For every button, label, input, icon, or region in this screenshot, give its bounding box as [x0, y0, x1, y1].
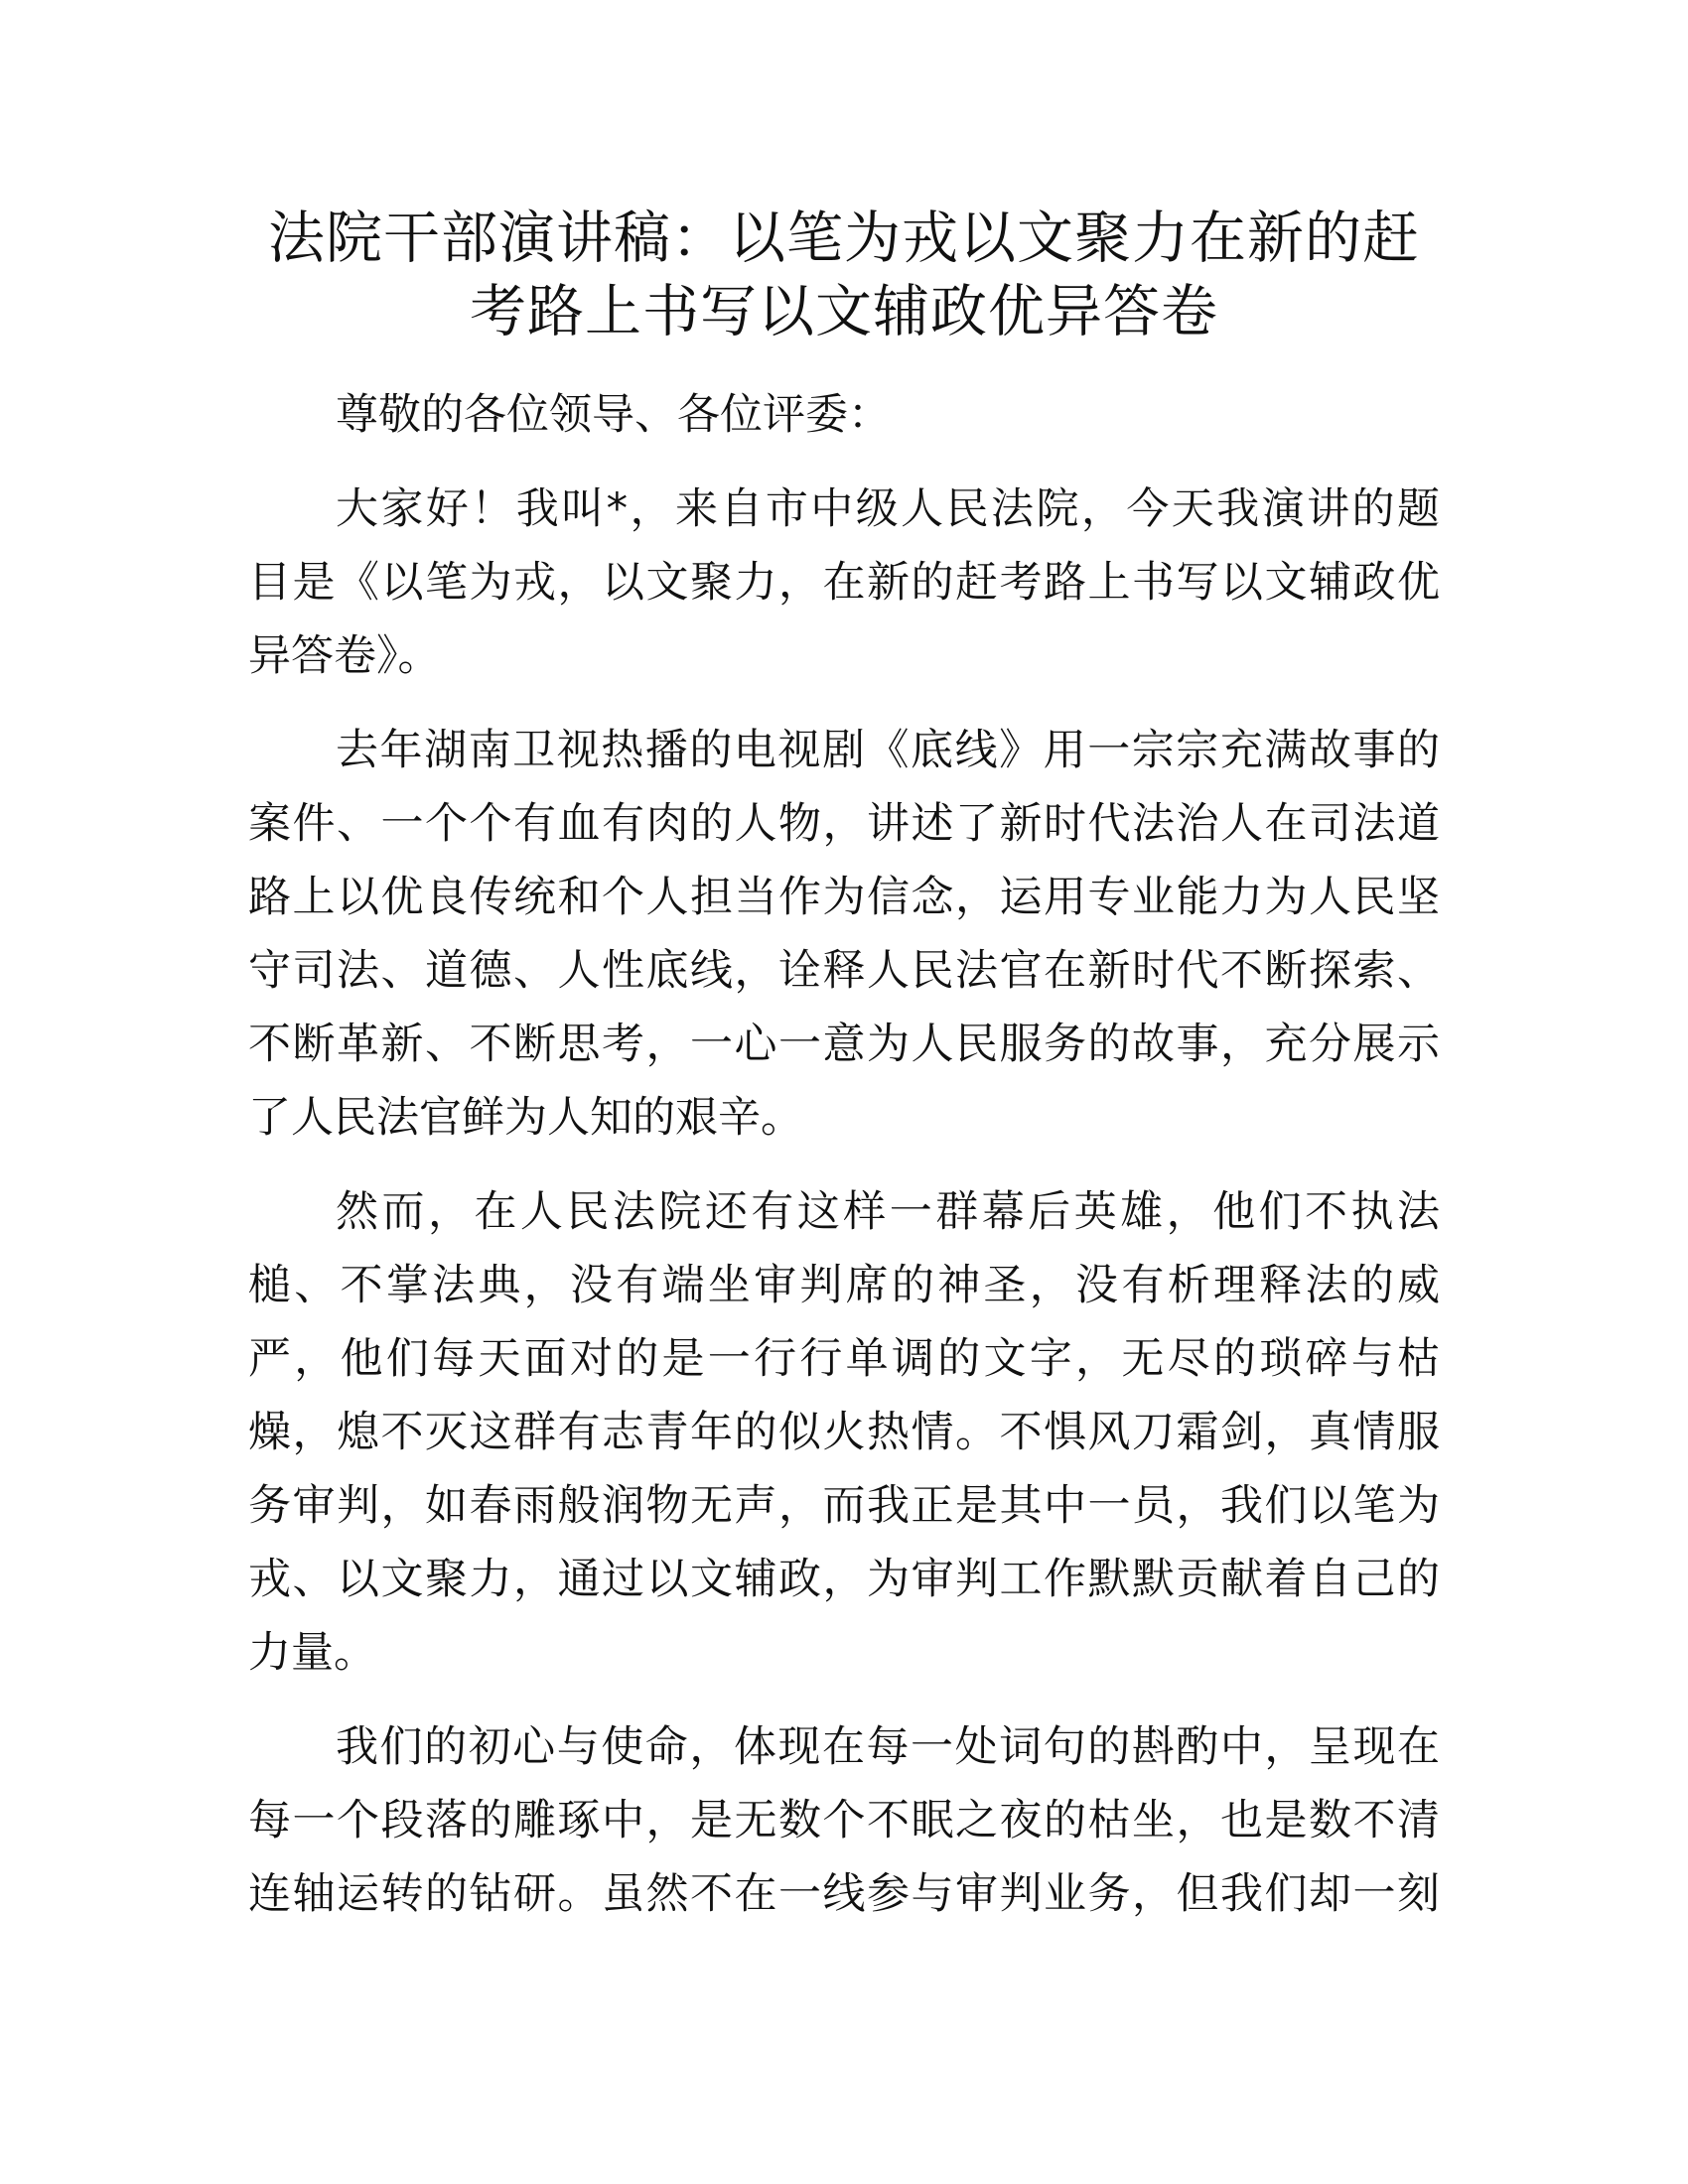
paragraph-line: 务审判，如春雨般润物无声，而我正是其中一员，我们以笔为 [248, 1481, 1440, 1531]
behind-the-scenes-paragraph [248, 1175, 1440, 1690]
salutation-paragraph [248, 378, 1440, 452]
introduction-paragraph [248, 473, 1440, 693]
document-title [248, 202, 1440, 348]
paragraph-line: 路上以优良传统和个人担当作为信念，运用专业能力为人民坚 [248, 873, 1440, 922]
paragraph-line: 戎、以文聚力，通过以文辅政，为审判工作默默贡献着自己的 [248, 1555, 1440, 1604]
paragraph-line: 案件、一个个有血有肉的人物，讲述了新时代法治人在司法道 [248, 799, 1440, 849]
paragraph-line: 每一个段落的雕琢中，是无数个不眠之夜的枯坐，也是数不清 [248, 1796, 1440, 1845]
paragraph-line: 异答卷》。 [248, 631, 441, 681]
mission-paragraph [248, 1710, 1440, 1931]
paragraph-line: 槌、不掌法典，没有端坐审判席的神圣，没有析理释法的威 [248, 1261, 1440, 1310]
paragraph-line: 去年湖南卫视热播的电视剧《底线》用一宗宗充满故事的 [336, 726, 1440, 775]
paragraph-line: 大家好！我叫*，来自市中级人民法院，今天我演讲的题 [336, 484, 1440, 534]
paragraph-line: 力量。 [248, 1628, 376, 1678]
tv-drama-paragraph [248, 714, 1440, 1155]
paragraph-line: 严，他们每天面对的是一行行单调的文字，无尽的琐碎与枯 [248, 1334, 1440, 1384]
paragraph-line: 燥，熄不灭这群有志青年的似火热情。不惧风刀霜剑，真情服 [248, 1408, 1440, 1457]
title-line: 法院干部演讲稿：以笔为戎以文聚力在新的赶 [268, 205, 1420, 271]
paragraph-line: 我们的初心与使命，体现在每一处词句的斟酌中，呈现在 [336, 1722, 1440, 1772]
paragraph-line: 不断革新、不断思考，一心一意为人民服务的故事，充分展示 [248, 1020, 1440, 1069]
paragraph-line: 连轴运转的钻研。虽然不在一线参与审判业务，但我们却一刻 [248, 1869, 1440, 1919]
paragraph-line: 目是《以笔为戎，以文聚力，在新的赶考路上书写以文辅政优 [248, 558, 1440, 608]
paragraph-line: 尊敬的各位领导、各位评委： [336, 390, 891, 440]
paragraph-line: 了人民法官鲜为人知的艰辛。 [248, 1093, 803, 1143]
title-line: 考路上书写以文辅政优异答卷 [470, 279, 1218, 344]
paragraph-line: 守司法、道德、人性底线，诠释人民法官在新时代不断探索、 [248, 946, 1440, 996]
paragraph-line: 然而，在人民法院还有这样一群幕后英雄，他们不执法 [336, 1187, 1440, 1237]
document-body [248, 378, 1440, 1952]
